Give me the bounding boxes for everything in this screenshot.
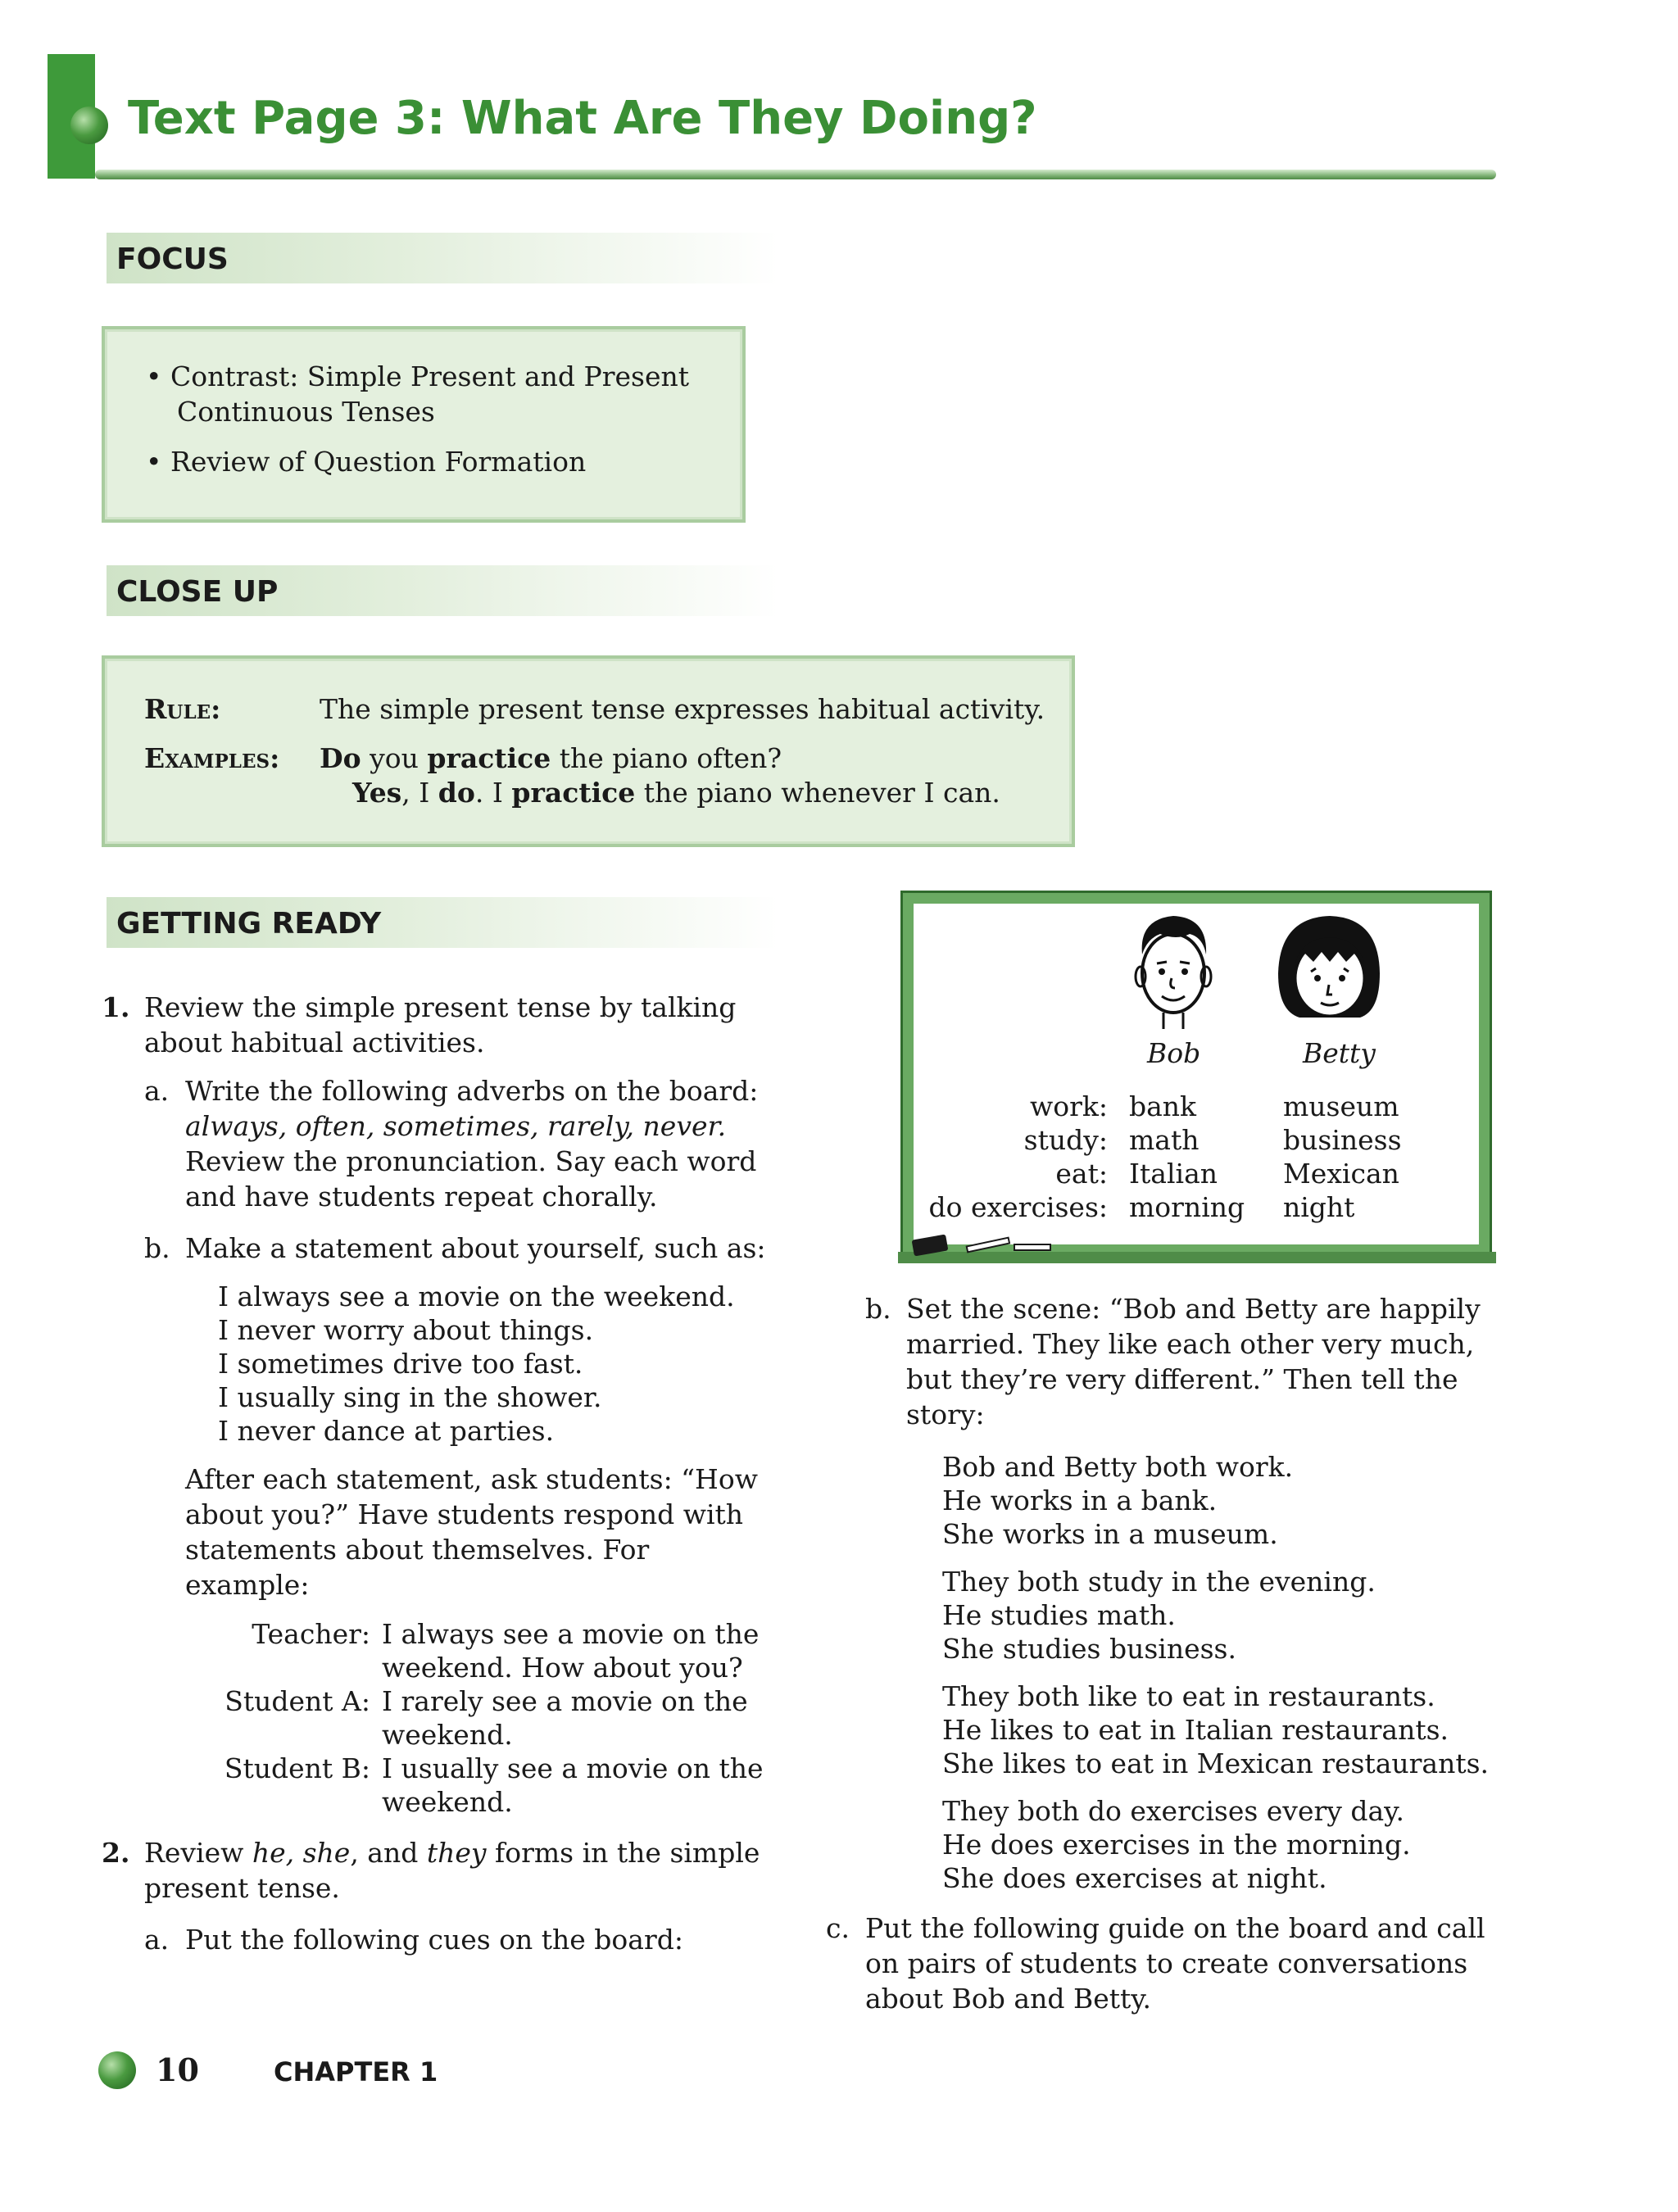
- close-up-header: CLOSE UP: [107, 565, 778, 616]
- item-1a-label: a.: [144, 1075, 170, 1107]
- item-1a-text: Write the following adverbs on the board: always, often, sometimes, rarely, never. Review the pronunciation. Say each word and have students repeat chorally.: [185, 1075, 759, 1213]
- story-paragraph: They both do exercises every day. He does exercises in the morning. She does exercises at night.: [942, 1795, 1411, 1894]
- board-name-bob: Bob: [1147, 1037, 1201, 1069]
- board-table: [926, 1090, 1402, 1224]
- title-bullet-icon: [70, 107, 108, 144]
- rule-text: The simple present tense expresses habitual activity.: [320, 693, 1045, 725]
- item-1b-label: b.: [144, 1232, 170, 1264]
- page-number: 10: [156, 2051, 199, 2088]
- item-2a-text: Put the following cues on the board:: [185, 1924, 683, 1956]
- bob-face-icon: [1127, 909, 1219, 1032]
- focus-box: [102, 326, 746, 523]
- dialogue: [164, 1617, 787, 1819]
- item-2b-text: Set the scene: “Bob and Betty are happily married. They like each other very much, but they’re very different.” Then tell the story:: [906, 1293, 1481, 1430]
- story: [942, 1450, 1489, 1895]
- item-2c-label: c.: [826, 1912, 850, 1944]
- example-statements: I always see a movie on the weekend. I never worry about things. I sometimes drive too fast. I usually sing in the shower. I never dance at parties.: [218, 1281, 735, 1447]
- footer-bullet-icon: [98, 2051, 136, 2089]
- close-up-box: [102, 655, 1075, 847]
- example-question: Do you practice the piano often?: [320, 742, 782, 774]
- examples-label: Examples:: [144, 742, 280, 774]
- item-1-text: Review the simple present tense by talking about habitual activities.: [144, 991, 737, 1058]
- after-statement-instructions: After each statement, ask students: “How about you?” Have students respond with statements about themselves. For example:: [185, 1463, 758, 1601]
- chapter-label: CHAPTER 1: [274, 2056, 438, 2087]
- dialogue-line: Student A: I rarely see a movie on the weekend.: [224, 1685, 748, 1751]
- item-1b-text: Make a statement about yourself, such as:: [185, 1232, 766, 1264]
- board-row: eat: Italian Mexican: [1055, 1158, 1399, 1190]
- focus-header: FOCUS: [107, 233, 778, 283]
- board-row: work: bank museum: [1029, 1090, 1399, 1122]
- item-2-number: 2.: [102, 1837, 130, 1869]
- betty-face-icon: [1268, 909, 1391, 1032]
- item-1-number: 1.: [102, 991, 130, 1023]
- story-paragraph: Bob and Betty both work. He works in a bank. She works in a museum.: [942, 1451, 1294, 1550]
- page-title: Text Page 3: What Are They Doing?: [128, 92, 1037, 145]
- focus-bullet-1: • Contrast: Simple Present and Present: [146, 360, 690, 392]
- story-paragraph: They both like to eat in restaurants. He likes to eat in Italian restaurants. She likes to eat in Mexican restaurants.: [942, 1680, 1490, 1779]
- example-answer: Yes, I do. I practice the piano whenever I can.: [352, 777, 1000, 809]
- dialogue-line: Teacher: I always see a movie on the weekend. How about you?: [252, 1618, 760, 1684]
- item-2-text: Review he, she, and they forms in the simple present tense.: [144, 1837, 760, 1904]
- story-paragraph: They both study in the evening. He studies math. She studies business.: [942, 1566, 1376, 1665]
- board-row: do exercises: morning night: [928, 1191, 1355, 1223]
- board-row: study: math business: [1023, 1124, 1402, 1156]
- item-2b-label: b.: [865, 1293, 891, 1325]
- title-divider: [95, 170, 1496, 179]
- item-2a-label: a.: [144, 1924, 170, 1956]
- board-name-betty: Betty: [1303, 1037, 1376, 1069]
- dialogue-line: Student B: I usually see a movie on the weekend.: [224, 1752, 764, 1818]
- item-2c-text: Put the following guide on the board and call on pairs of students to create conversations about Bob and Betty.: [865, 1912, 1485, 2015]
- focus-bullet-1-cont: Continuous Tenses: [177, 396, 435, 428]
- getting-ready-header: GETTING READY: [107, 897, 778, 948]
- rule-label: Rule:: [144, 693, 221, 725]
- focus-bullet-2: • Review of Question Formation: [146, 446, 587, 478]
- eraser-and-chalk-icon: [909, 1231, 1073, 1258]
